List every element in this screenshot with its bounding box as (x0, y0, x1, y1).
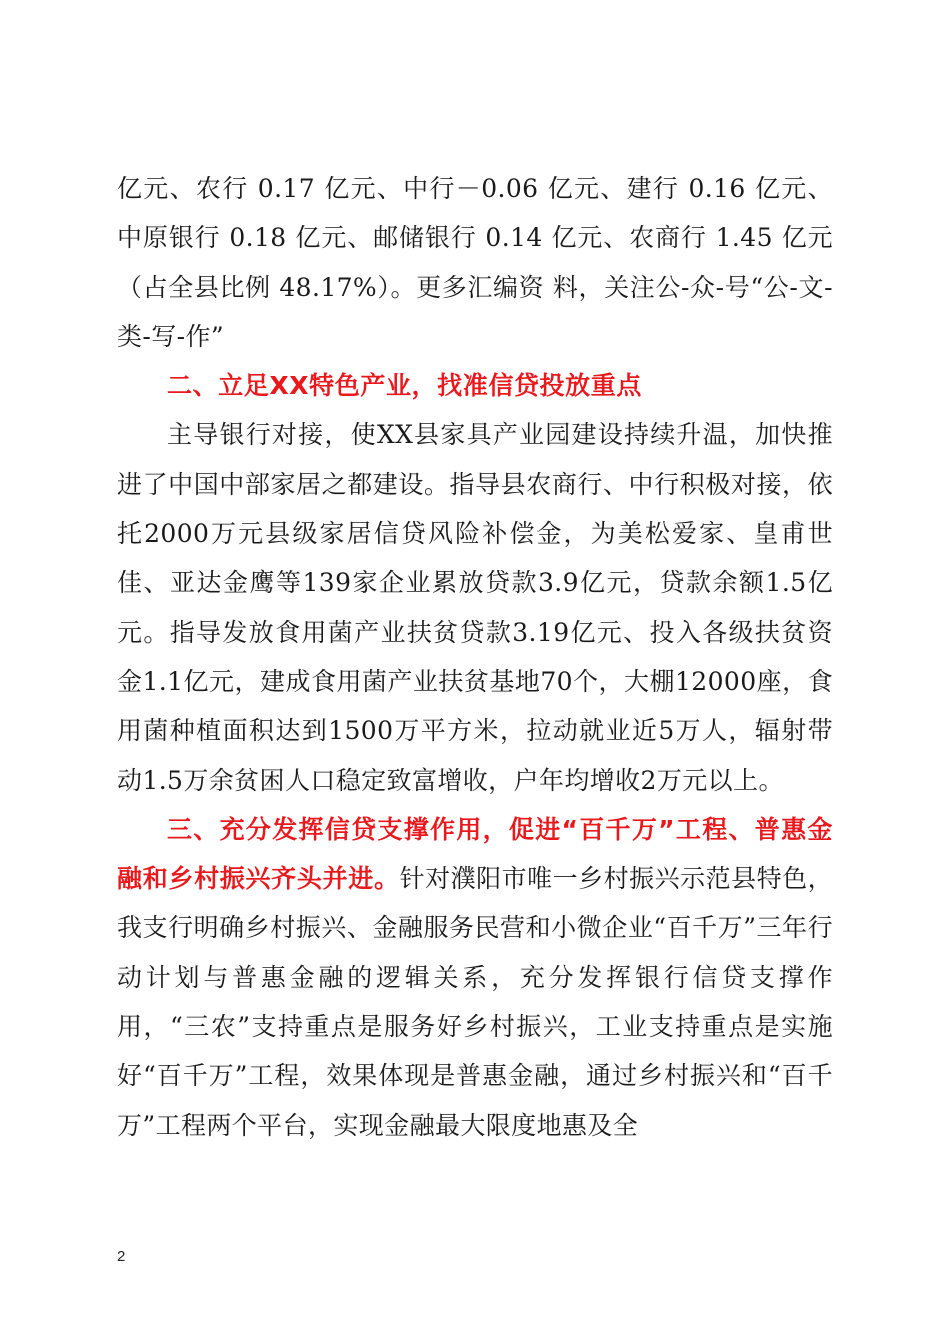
page-number: 2 (117, 1248, 126, 1265)
document-body (117, 164, 833, 1150)
section-heading-2: 二、立足XX特色产业，找准信贷投放重点 (167, 371, 642, 401)
section-3-body: 针对濮阳市唯一乡村振兴示范县特色，我支行明确乡村振兴、金融服务民营和小微企业“百千万”三年行动计划与普惠金融的逻辑关系，充分发挥银行信贷支撑作用，“三农”支持重点是服务好乡村振兴，工业支持重点是实施好“百千万”工程，效果体现是普惠金融，通过乡村振兴和“百千万”工程两个平台，实现金融最大限度地惠及全 (117, 864, 833, 1140)
paragraph-continuation: 亿元、农行 0.17 亿元、中行－0.06 亿元、建行 0.16 亿元、中原银行 0.18 亿元、邮储银行 0.14 亿元、农商行 1.45 亿元（占全县比例 48.17%）。更多汇编资 料，关注公-众-号“公-文-类-写-作” (117, 174, 833, 351)
section-heading-3: 三、充分发挥信贷支撑作用，促进“百千万”工程、普惠金融和乡村振兴齐头并进。 (117, 814, 833, 894)
paragraph-section-2: 主导银行对接，使XX县家具产业园建设持续升温，加快推进了中国中部家居之都建设。指导县农商行、中行积极对接，依托2000万元县级家居信贷风险补偿金，为美松爱家、皇甫世佳、亚达金鹰等139家企业累放贷款3.9亿元，贷款余额1.5亿元。指导发放食用菌产业扶贫贷款3.19亿元、投入各级扶贫资金1.1亿元，建成食用菌产业扶贫基地70个，大棚12000座，食用菌种植面积达到1500万平方米，拉动就业近5万人，辐射带动1.5万余贫困人口稳定致富增收，户年均增收2万元以上。 (117, 420, 833, 795)
paragraph-section-3 (117, 805, 833, 1150)
